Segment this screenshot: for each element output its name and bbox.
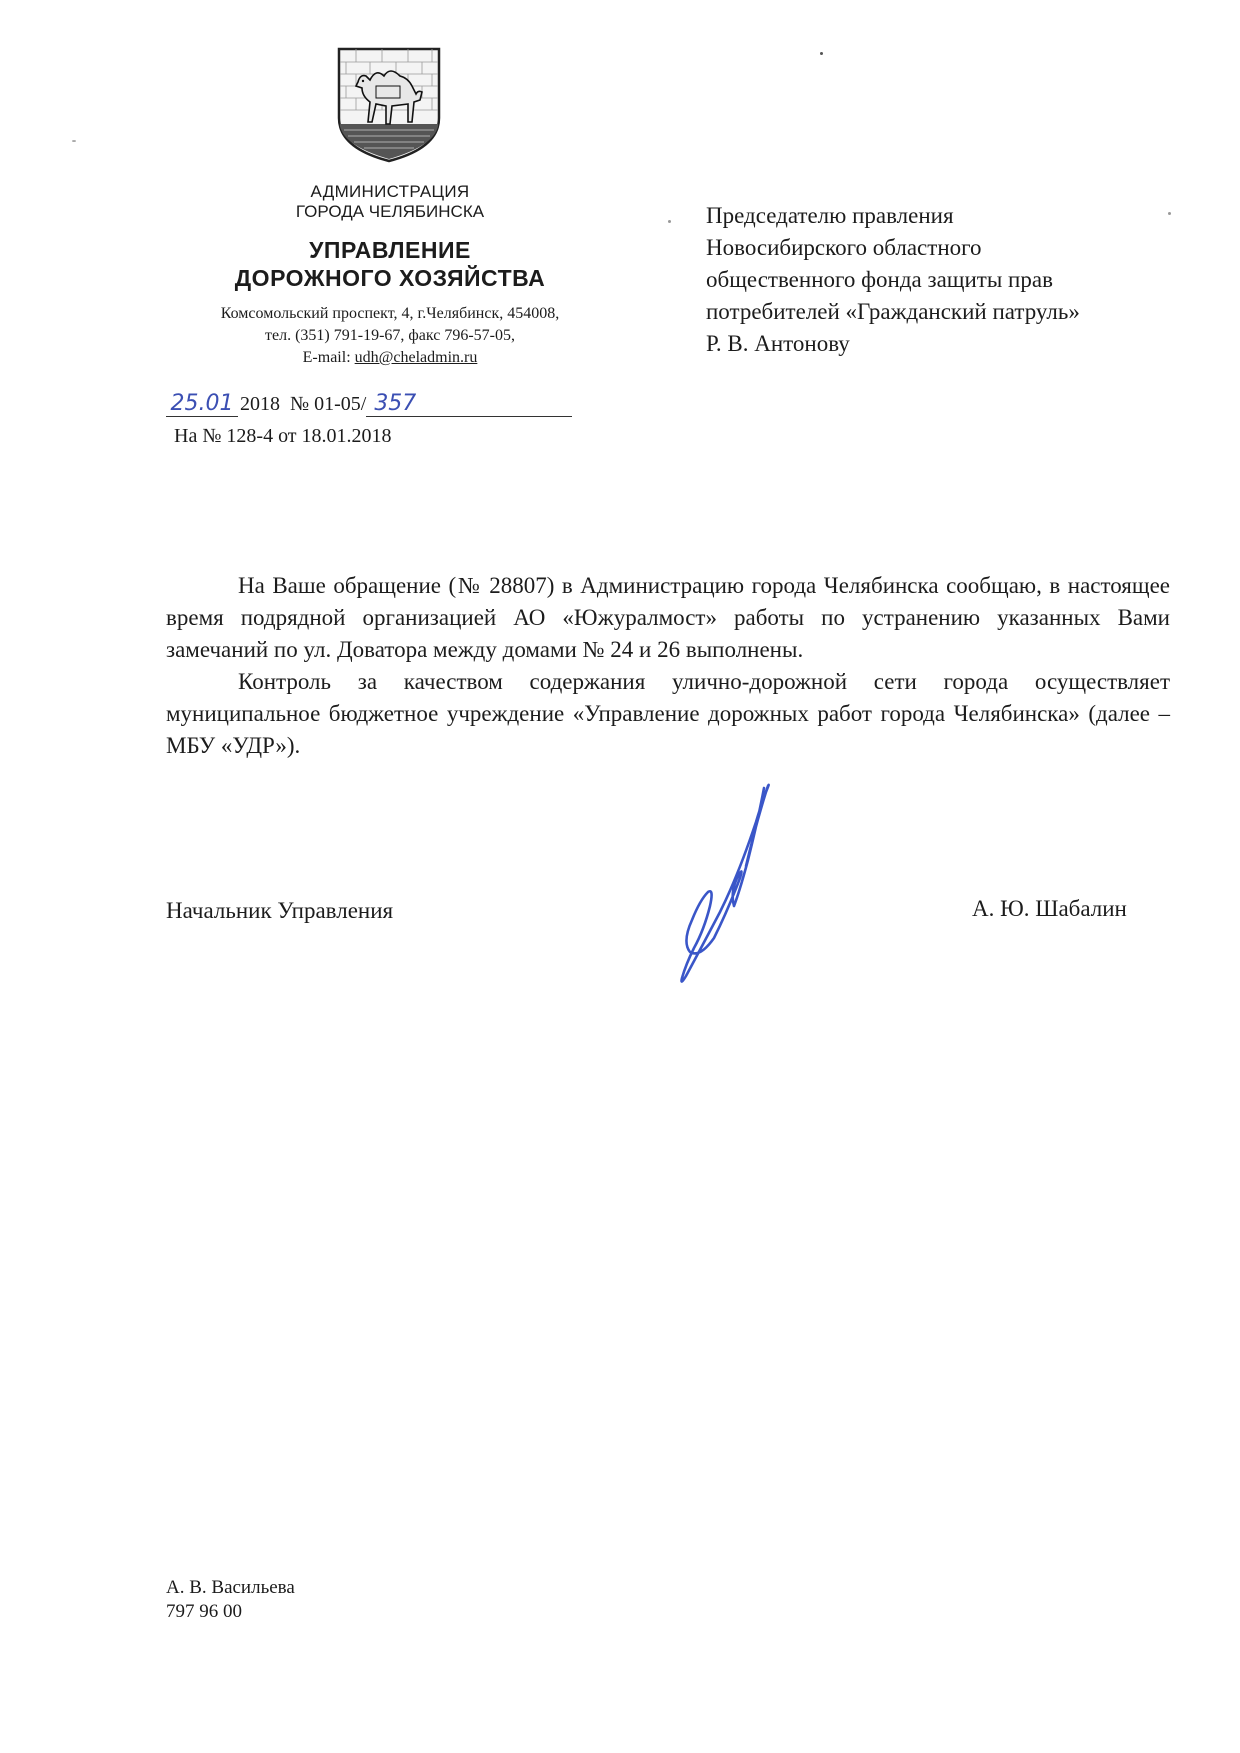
department-name-line1: УПРАВЛЕНИЕ: [309, 237, 471, 263]
executor-block: [166, 1576, 295, 1624]
body-paragraph: Контроль за качеством содержания улично-дорожной сети города осуществляет муниципальное бюджетное учреждение «Управление дорожных работ города Челябинска» (далее – МБУ «УДР»).: [166, 669, 1170, 758]
reply-reference: На № 128-4 от 18.01.2018: [174, 425, 392, 447]
registration-year: 2018: [240, 393, 280, 415]
addressee-line: Председателю правления: [706, 203, 954, 228]
addressee-line: общественного фонда защиты прав: [706, 267, 1053, 292]
addressee-name: Р. В. Антонову: [706, 331, 850, 356]
addressee-block: [706, 200, 1206, 360]
addressee-line: Новосибирского областного: [706, 235, 982, 260]
executor-phone: 797 96 00: [166, 1601, 242, 1622]
registration-line: [166, 392, 572, 417]
department-phones: тел. (351) 791-19-67, факс 796-57-05,: [265, 327, 515, 344]
registration-date-handwritten: 25.01: [166, 392, 238, 417]
department-address: Комсомольский проспект, 4, г.Челябинск, 454008,: [220, 305, 560, 322]
department-email-line: [150, 347, 630, 368]
body-paragraph: На Ваше обращение (№ 28807) в Администрацию города Челябинска сообщаю, в настоящее время подрядной организацией АО «Южуралмост» работы по устранению указанных Вами замечаний по ул. Доватора между домами № 24 и 26 выполнены.: [166, 573, 1170, 662]
scan-speck: [668, 220, 671, 223]
organization-name-line2: ГОРОДА ЧЕЛЯБИНСКА: [295, 202, 485, 221]
organization-name-line1: АДМИНИСТРАЦИЯ: [310, 182, 470, 201]
email-label: E-mail:: [302, 349, 355, 366]
handwritten-signature-icon: [660, 780, 780, 990]
scan-speck: [72, 140, 76, 142]
registration-number-handwritten: 357: [366, 392, 572, 417]
addressee-line: потребителей «Гражданский патруль»: [706, 299, 1080, 324]
scan-speck: [820, 52, 823, 55]
signatory-position: Начальник Управления: [166, 898, 394, 923]
executor-name: А. В. Васильева: [166, 1577, 295, 1598]
letter-body: [166, 570, 1170, 762]
email-link[interactable]: udh@cheladmin.ru: [354, 349, 478, 366]
signatory-name: А. Ю. Шабалин: [972, 896, 1127, 921]
chelyabinsk-coat-of-arms-icon: [336, 46, 442, 164]
registration-number-prefix: № 01-05/: [290, 393, 367, 415]
department-name-line2: ДОРОЖНОГО ХОЗЯЙСТВА: [234, 265, 546, 291]
